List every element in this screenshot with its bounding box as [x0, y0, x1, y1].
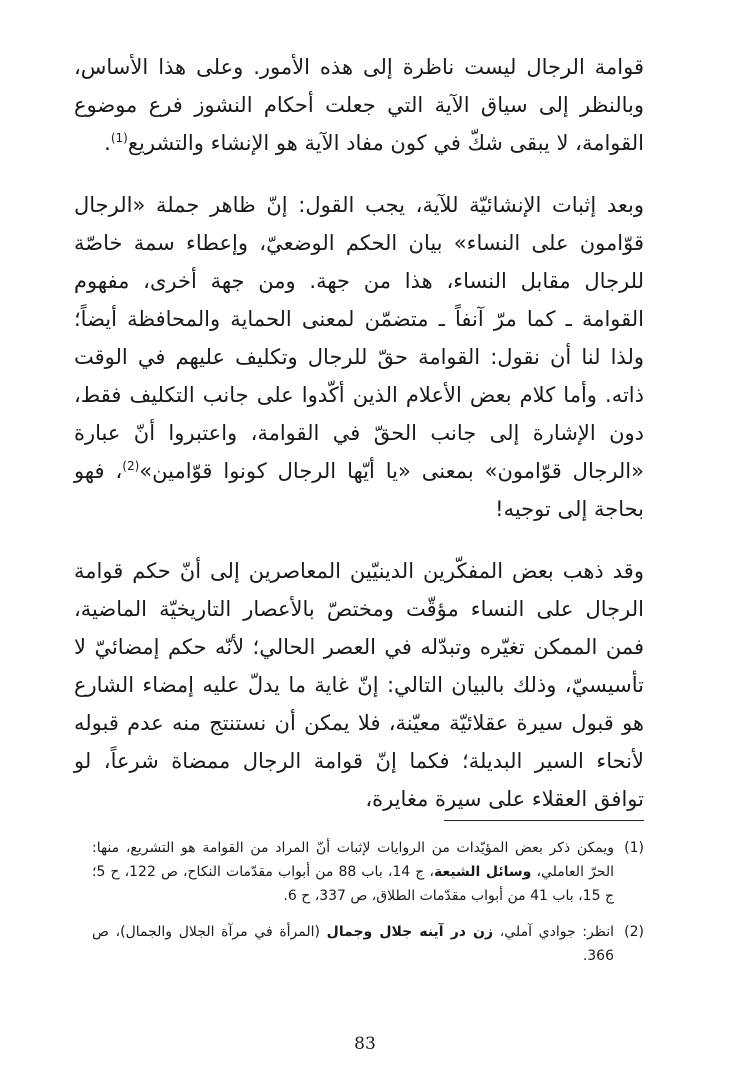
- footnote-2-book-title: زن در آينه جلال وجمال: [326, 924, 494, 940]
- footnote-2-text: [92, 920, 614, 968]
- footnote-2: [92, 920, 644, 968]
- footnote-2-text-b: (المرأة في مرآة الجلال والجمال)، ص 366.: [92, 924, 614, 964]
- footnote-1-number: (1): [624, 840, 644, 856]
- footnote-1-text: [92, 836, 614, 908]
- footnotes: [92, 836, 644, 980]
- paragraph-1-end: .: [104, 131, 111, 155]
- footnote-separator: [444, 820, 644, 821]
- footnote-1: [92, 836, 644, 908]
- paragraph-1: [74, 48, 644, 162]
- footnote-1-text-b: ، ج 14، باب 88 من أبواب مقدّمات النكاح، ص 122، ح 5؛ ج 15، باب 41 من أبواب مقدّمات الطلاق، ص 337، ح 6.: [92, 864, 614, 904]
- page-body: [74, 48, 644, 818]
- paragraph-2-text: وبعد إثبات الإنشائيّة للآية، يجب القول: إنّ ظاهر جملة «الرجال قوّامون على النساء» بيان الحكم الوضعيّ، وإعطاء سمة خاصّة للرجال مقابل النساء، هذا من جهة. ومن جهة أخرى، مفهوم القوامة ـ كما مرّ آنفاً ـ متضمّن لمعنى الحماية والمحافظة أيضاً؛ ولذا لنا أن نقول: القوامة حقّ للرجال وتكليف عليهم في الوقت ذاته. وأما كلام بعض الأعلام الذين أكّدوا على جانب التكليف فقط، دون الإشارة إلى جانب الحقّ في القوامة، واعتبروا أنّ عبارة «الرجال قوّامون» بمعنى «يا أيّها الرجال كونوا قوّامين»: [74, 193, 644, 483]
- paragraph-3: [74, 552, 644, 818]
- footnote-1-text-a: ويمكن ذكر بعض المؤيّدات من الروايات لإثبات أنّ المراد من القوامة هو التشريع، منها: الحرّ العاملي،: [92, 840, 614, 880]
- paragraph-2: [74, 186, 644, 528]
- paragraph-1-text: قوامة الرجال ليست ناظرة إلى هذه الأمور. وعلى هذا الأساس، وبالنظر إلى سياق الآية التي جعلت أحكام النشوز فرع موضوع القوامة، لا يبقى شكّ في كون مفاد الآية هو الإنشاء والتشريع: [74, 55, 644, 155]
- footnote-2-text-a: انظر: جوادي آملي،: [493, 924, 614, 940]
- paragraph-3-text: وقد ذهب بعض المفكّرين الدينيّين المعاصرين إلى أنّ حكم قوامة الرجال على النساء مؤقّت ومختصّ بالأعصار التاريخيّة الماضية، فمن الممكن تغيّره وتبدّله في العصر الحالي؛ لأنّه حكم إمضائيّ لا تأسيسيّ، وذلك بالبيان التالي: إنّ غاية ما يدلّ عليه إمضاء الشارع هو قبول سيرة عقلائيّة معيّنة، فلا يمكن أن نستنتج منه عدم قبوله لأنحاء السير البديلة؛ فكما إنّ قوامة الرجال ممضاة شرعاً، لو توافق العقلاء على سيرة مغايرة،: [74, 559, 644, 811]
- footnote-ref-2[interactable]: (2): [122, 459, 140, 473]
- page-number: 83: [354, 1034, 376, 1054]
- footnote-ref-1[interactable]: (1): [110, 131, 128, 145]
- paragraph-2-end: ، فهو بحاجة إلى توجيه!: [74, 459, 644, 521]
- footnote-1-book-title: وسائل الشيعة: [433, 864, 532, 880]
- footnote-2-number: (2): [624, 924, 644, 940]
